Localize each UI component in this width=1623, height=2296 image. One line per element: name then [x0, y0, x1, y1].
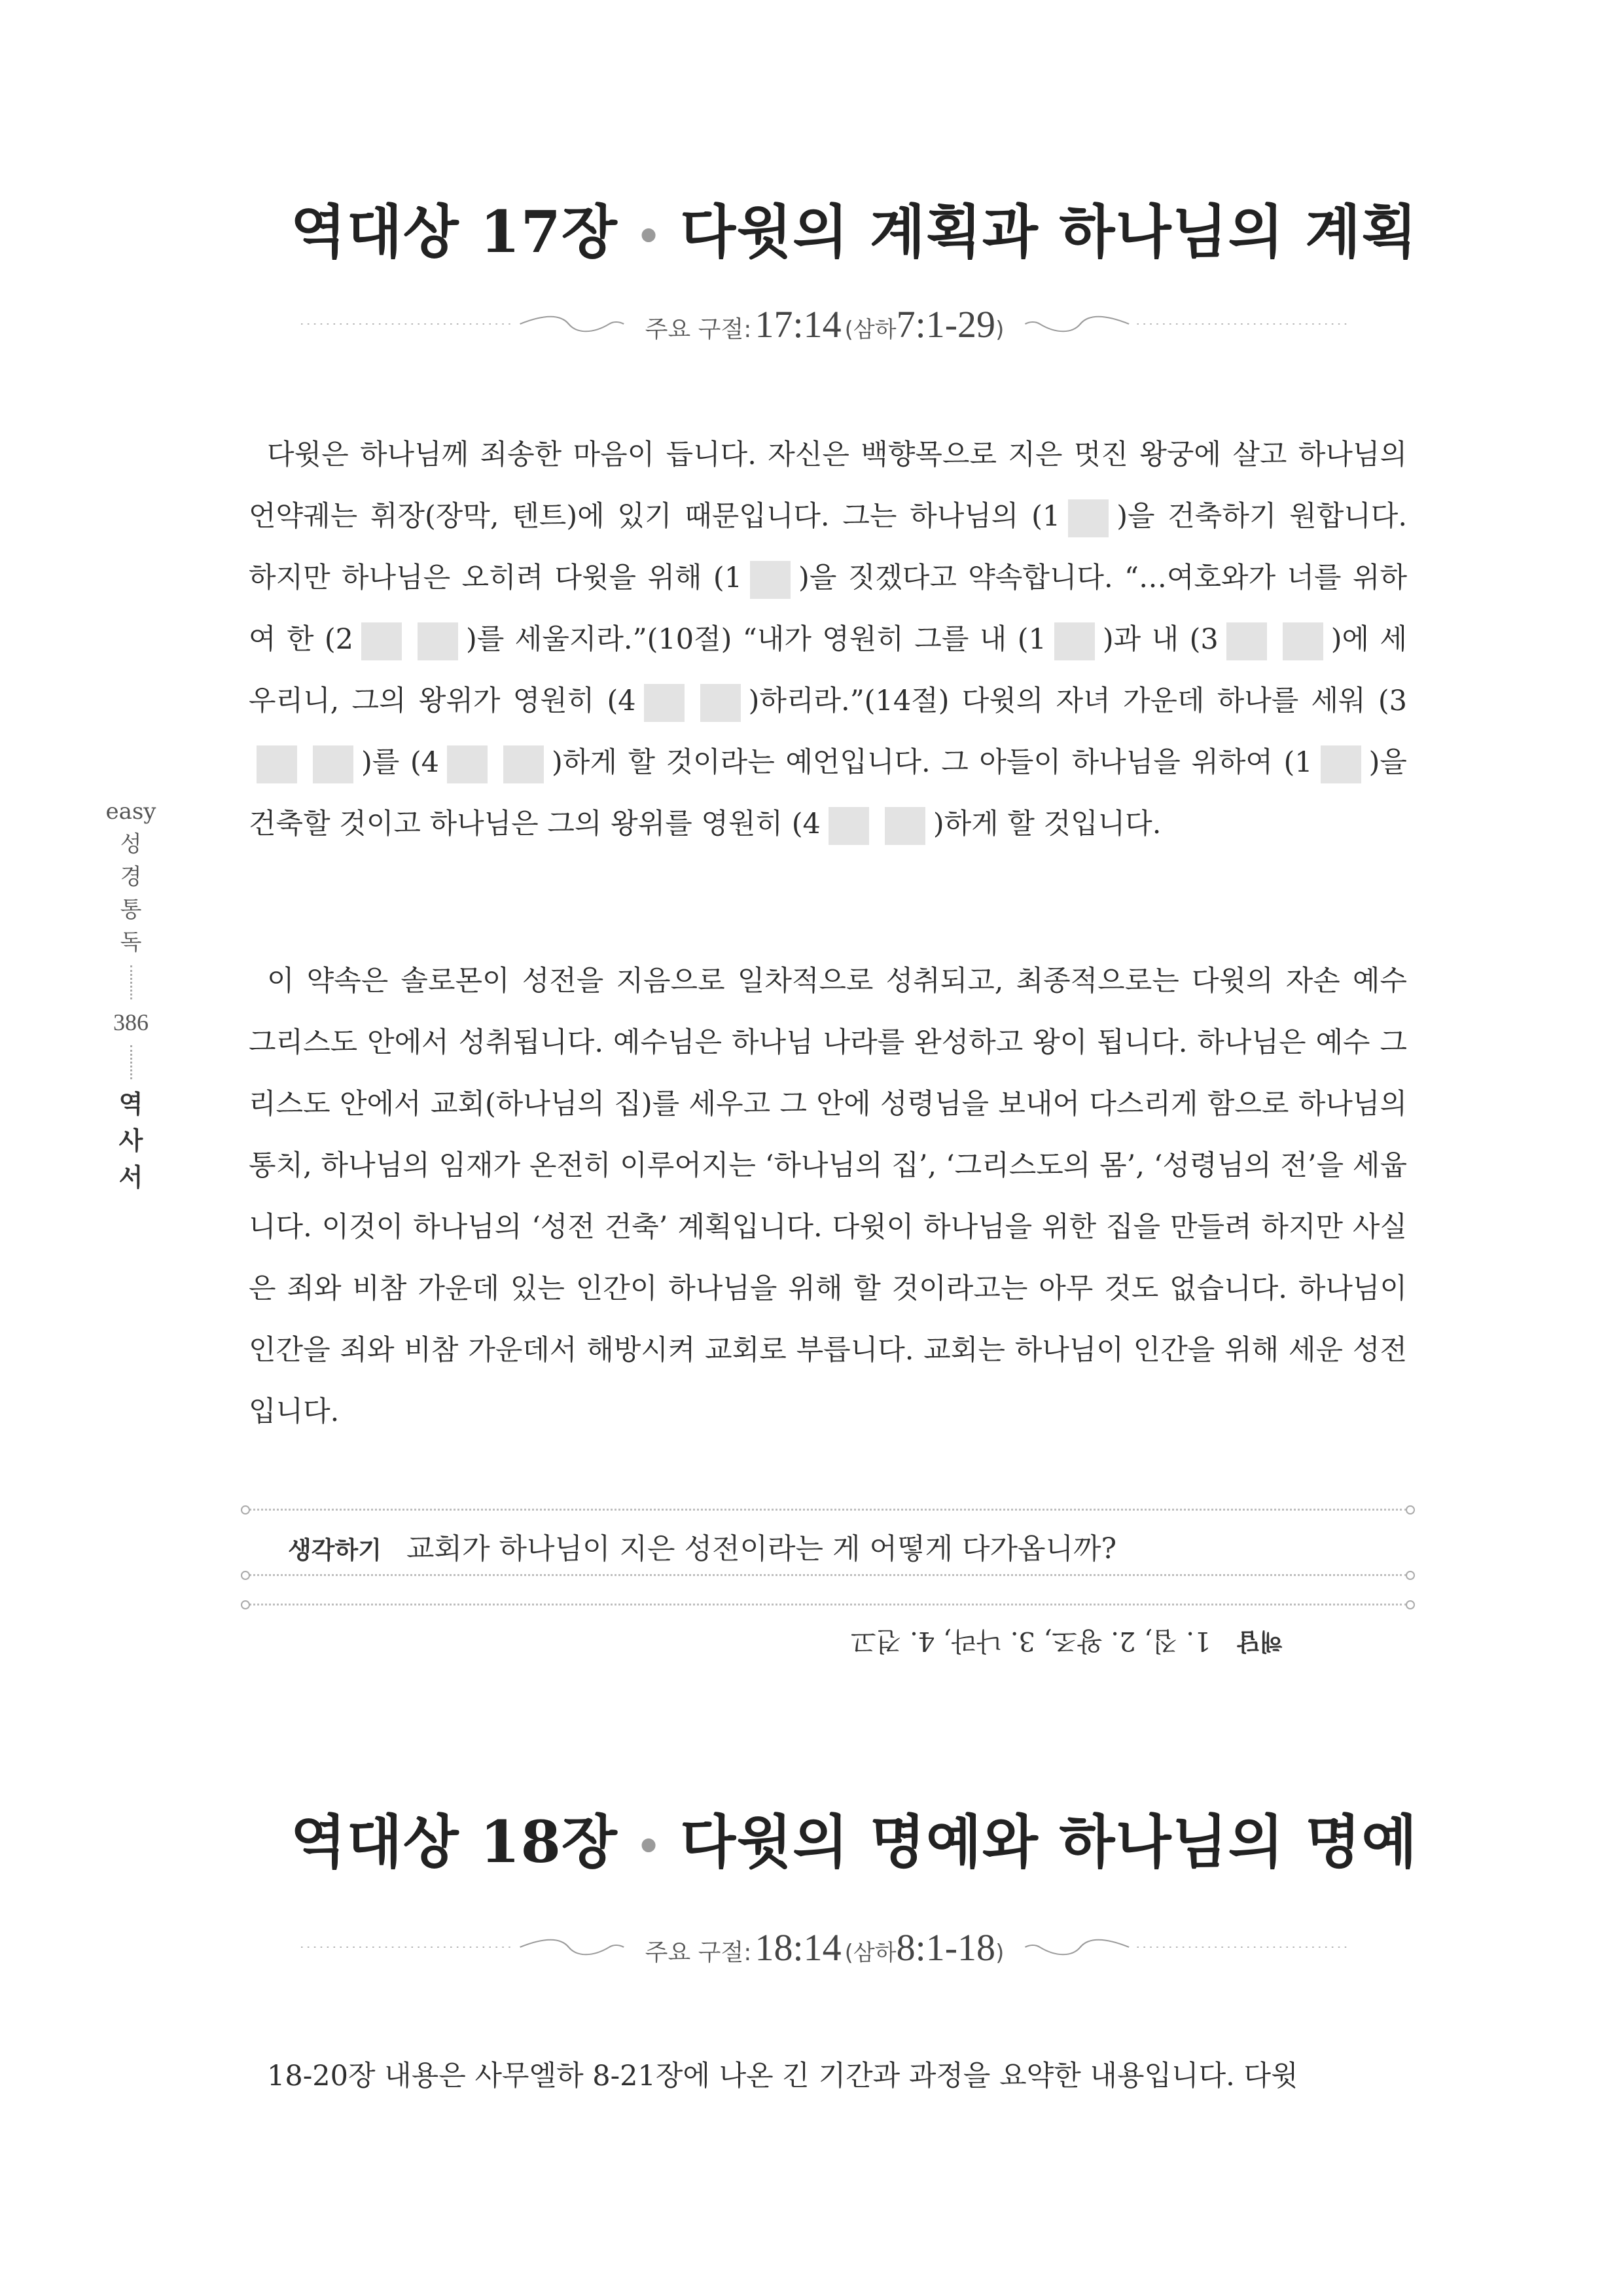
key-verse-ref: 17:14 [755, 302, 842, 346]
series-label: easy 성 경 통 독 [105, 798, 156, 956]
chapter-18-key-verse [301, 1921, 1348, 1973]
parallel-open: (삼하 [844, 1939, 897, 1966]
para-text: )을 건축할 것이고 하나님은 그의 왕위를 영원히 (4 [249, 746, 1407, 840]
answer-blank [1283, 622, 1323, 660]
para-text: )과 내 (3 [1102, 623, 1219, 656]
para-text: )하게 할 것이라는 예언입니다. 그 아들이 하나님을 위하여 (1 [552, 746, 1313, 779]
para-text: )하리라.”(14절) 다윗의 자녀 가운데 하나를 세워 (3 [748, 685, 1407, 717]
think-box [288, 1525, 1400, 1567]
chapter-17-title [249, 187, 1459, 269]
parallel-ref: 8:1-18 [896, 1926, 996, 1969]
key-verse-label: 주요 구절: [645, 315, 752, 343]
ornament-left [301, 1934, 626, 1960]
answer-blank [503, 745, 544, 783]
answer-blank [1226, 622, 1267, 660]
chapter-18-title [249, 1797, 1459, 1879]
answer-blank [700, 684, 741, 722]
think-label: 생각하기 [288, 1536, 382, 1564]
chapter-18-subtitle: 다윗의 명예와 하나님의 명예 [680, 1808, 1418, 1876]
answer-blank [447, 745, 488, 783]
answer-label: 해답 [1237, 1628, 1283, 1655]
answer-blank [885, 807, 925, 845]
page-number: 386 [113, 1009, 149, 1035]
key-verse-text [626, 1926, 1024, 1969]
chapter-17-paragraph-2: 이 약속은 솔로몬이 성전을 지음으로 일차적으로 성취되고, 최종적으로는 다윗의 자손 예수 그리스도 안에서 성취됩니다. 예수님은 하나님 나라를 완성하고 왕이 됩니다. 하나님은 예수 그리스도 안에서 교회(하나님의 집)를 세우고 그 안에 성령님을 보내어 다스리게 함으로 하나님의 통치, 하나님의 임재가 온전히 이루어지는 ‘하나님의 집’, ‘그리스도의 몸’, ‘성령님의 전’을 세웁니다. 이것이 하나님의 ‘성전 건축’ 계획입니다. 다윗이 하나님을 위한 집을 만들려 하지만 사실은 죄와 비참 가운데 있는 인간이 하나님을 위해 할 것이라고는 아무 것도 없습니다. 하나님이 인간을 죄와 비참 가운데서 해방시켜 교회로 부릅니다. 교회는 하나님이 인간을 위해 세운 성전입니다. [249, 965, 1407, 1428]
answer-blank [257, 745, 297, 783]
side-divider [130, 1045, 132, 1079]
chapter-17-key-verse [301, 298, 1348, 350]
answer-blank [1068, 499, 1109, 537]
parallel-ref: 7:1-29 [896, 302, 996, 346]
answer-blank [750, 561, 791, 599]
side-divider [130, 965, 132, 999]
para-text: )를 (4 [361, 746, 440, 779]
para-text: )을 건축하기 원합니다. 하지만 하나님은 오히려 다윗을 위해 (1 [249, 500, 1407, 594]
parallel-close: ) [995, 1939, 1005, 1966]
answer-blank [313, 745, 353, 783]
side-tab [105, 795, 156, 1196]
para-text: )를 세울지라.”(10절) “내가 영원히 그를 내 (1 [466, 623, 1046, 656]
answer-blank [418, 622, 458, 660]
think-question: 교회가 하나님이 지은 성전이라는 게 어떻게 다가옵니까? [406, 1532, 1117, 1566]
answer-blank [644, 684, 685, 722]
title-dot: • [635, 1824, 662, 1870]
answer-blank [1054, 622, 1095, 660]
ornament-left [301, 311, 626, 337]
ornament-right [1024, 311, 1348, 337]
think-top-rule [249, 1509, 1407, 1511]
answer-text: 1. 집, 2. 왕조, 3. 나라, 4. 견고 [851, 1626, 1211, 1656]
para-text: 다윗은 하나님께 죄송한 마음이 듭니다. 자신은 백향목으로 지은 멋진 왕궁에 살고 하나님의 언약궤는 휘장(장막, 텐트)에 있기 때문입니다. 그는 하나님의 (1 [249, 439, 1407, 533]
key-verse-label: 주요 구절: [645, 1939, 752, 1966]
parallel-close: ) [995, 316, 1005, 343]
key-verse-text [626, 302, 1024, 346]
answer-top-rule [249, 1604, 1407, 1605]
chapter-18-number: 역대상 18장 [290, 1808, 618, 1876]
title-dot: • [635, 214, 662, 260]
answer-blank [361, 622, 402, 660]
ornament-right [1024, 1934, 1348, 1960]
chapter-17-number: 역대상 17장 [290, 198, 618, 266]
chapter-17-paragraph-1 [249, 424, 1407, 855]
key-verse-ref: 18:14 [755, 1926, 842, 1969]
answer-blank [829, 807, 869, 845]
chapter-18-paragraph-1: 18-20장 내용은 사무엘하 8-21장에 나온 긴 기간과 과정을 요약한 내용입니다. 다윗 [267, 2060, 1298, 2092]
section-label: 역 사 서 [118, 1089, 143, 1192]
answer-key [825, 1624, 1283, 1662]
answer-blank [1321, 745, 1361, 783]
chapter-17-subtitle: 다윗의 계획과 하나님의 계획 [680, 198, 1418, 266]
para-text: )하게 할 것입니다. [933, 808, 1162, 840]
think-bottom-rule [249, 1574, 1407, 1576]
para-text: )에 세우리니, 그의 왕위가 영원히 (4 [249, 623, 1408, 717]
para-text: )을 짓겠다고 약속합니다. “…여호와가 너를 위하여 한 (2 [249, 562, 1408, 656]
parallel-open: (삼하 [844, 316, 897, 343]
